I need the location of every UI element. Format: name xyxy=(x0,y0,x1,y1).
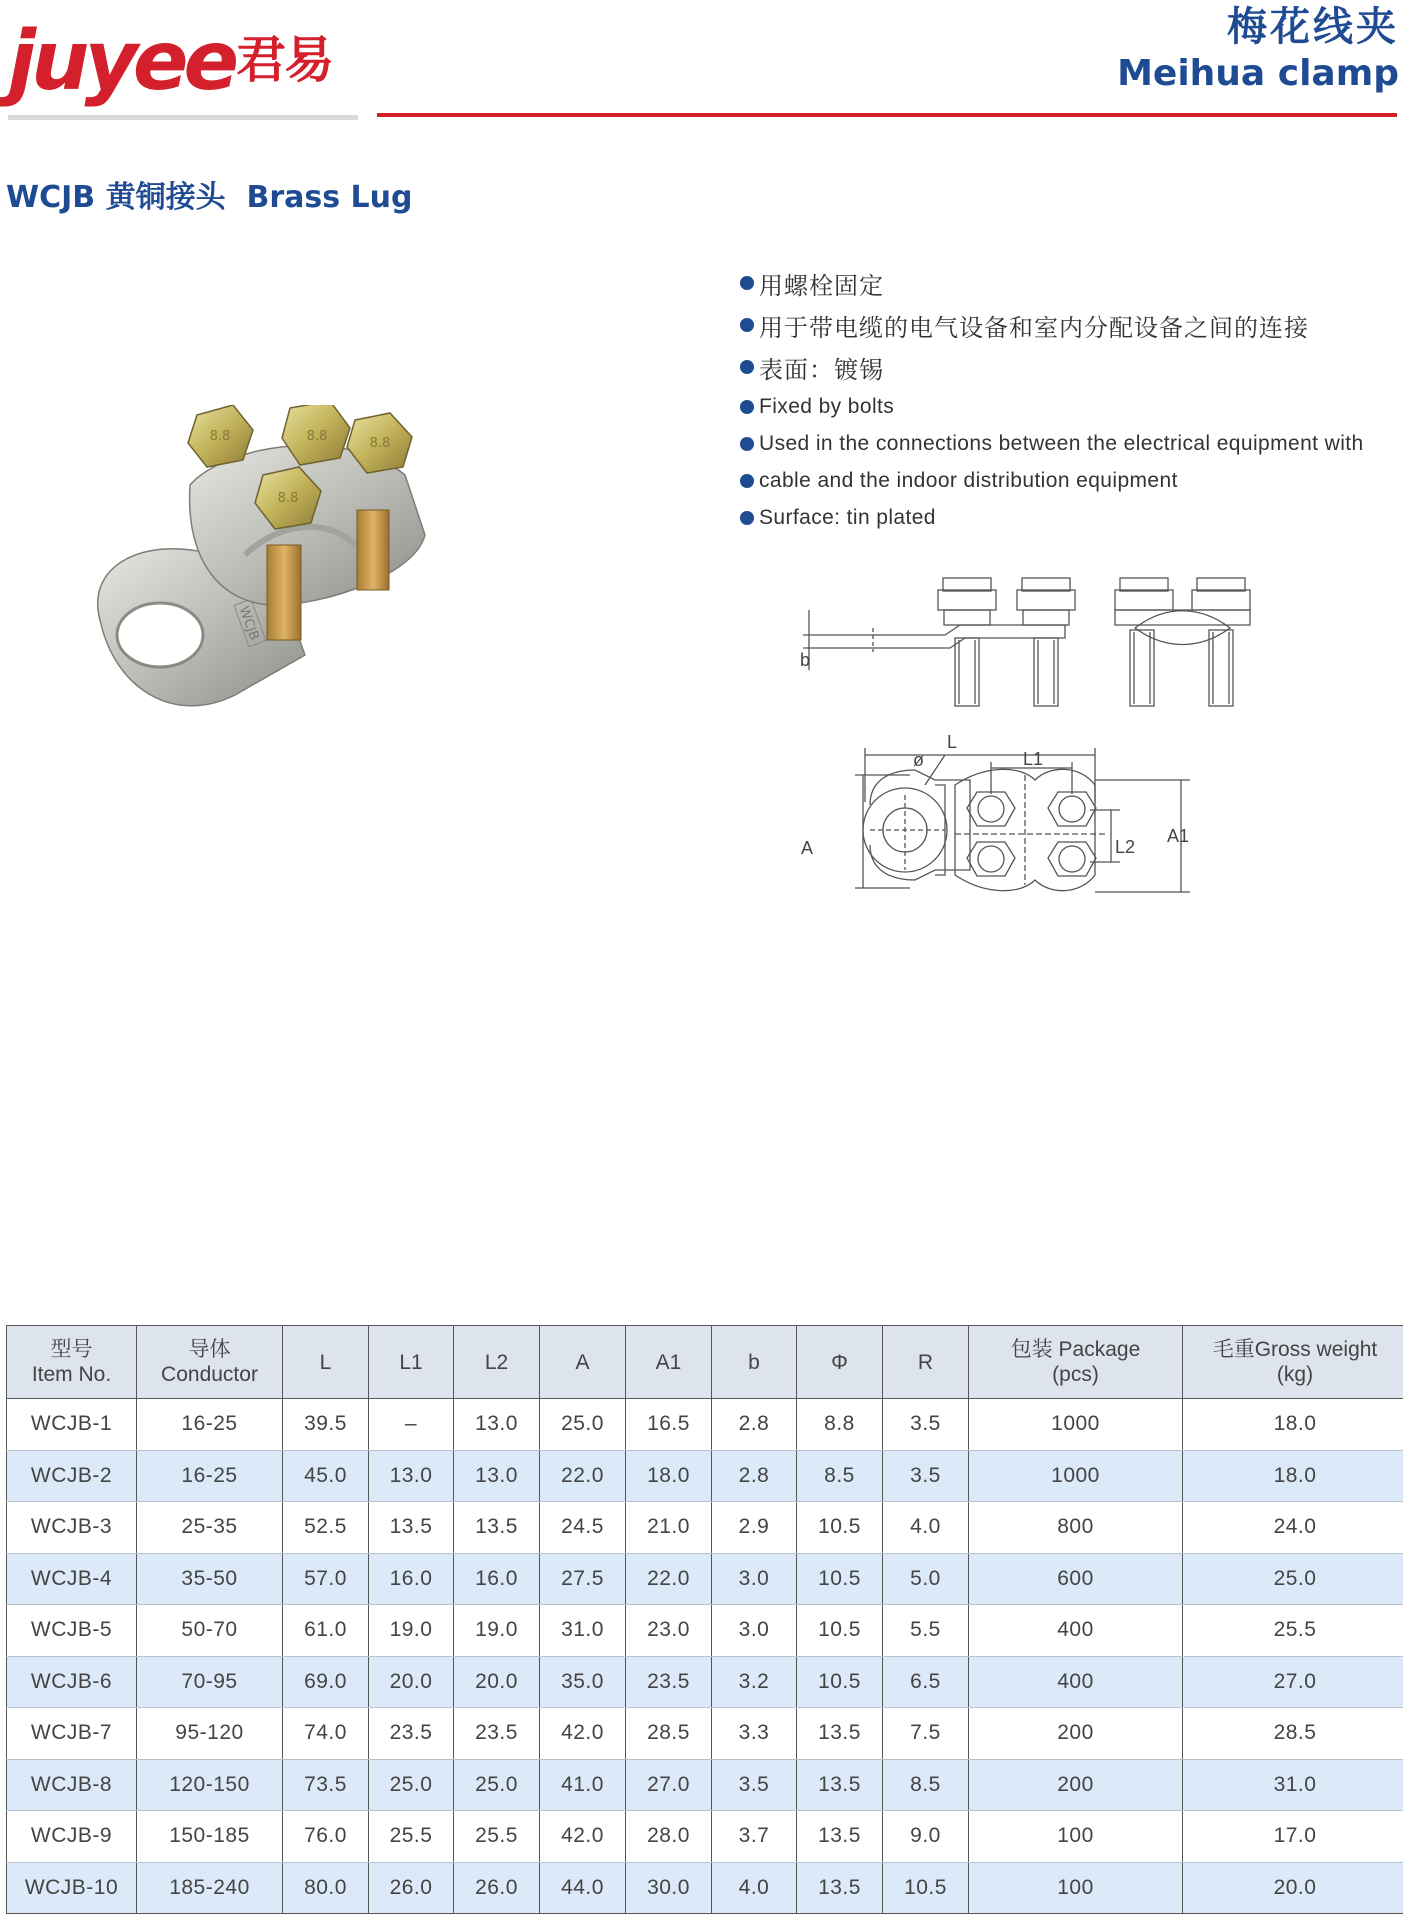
table-cell: 42.0 xyxy=(540,1708,626,1760)
column-header-line1: L2 xyxy=(484,1350,509,1374)
table-cell: 74.0 xyxy=(283,1708,369,1760)
column-header xyxy=(137,1326,283,1399)
table-cell: 1000 xyxy=(969,1450,1183,1502)
table-cell: 22.0 xyxy=(540,1450,626,1502)
table-cell: 27.5 xyxy=(540,1553,626,1605)
table-cell: 28.0 xyxy=(626,1811,712,1863)
table-cell: 45.0 xyxy=(283,1450,369,1502)
table-cell: 16.0 xyxy=(454,1553,540,1605)
table-cell: 18.0 xyxy=(626,1450,712,1502)
category-heading xyxy=(1117,2,1399,96)
table-cell: 200 xyxy=(969,1759,1183,1811)
table-cell: 200 xyxy=(969,1708,1183,1760)
table-cell: 39.5 xyxy=(283,1399,369,1451)
table-cell: 400 xyxy=(969,1605,1183,1657)
table-cell: 4.0 xyxy=(883,1502,969,1554)
bolt-mark: 8.8 xyxy=(369,436,391,451)
table-cell: 10.5 xyxy=(797,1502,883,1554)
bullet-icon xyxy=(740,400,754,414)
table-cell: 23.5 xyxy=(454,1708,540,1760)
table-cell: 10.5 xyxy=(797,1553,883,1605)
table-cell: 13.0 xyxy=(454,1450,540,1502)
table-cell: 27.0 xyxy=(1183,1656,1403,1708)
feature-text: cable and the indoor distribution equipment xyxy=(759,468,1178,492)
table-cell: 13.5 xyxy=(369,1502,454,1554)
column-header-line1: 型号 xyxy=(50,1338,93,1361)
table-cell: 69.0 xyxy=(283,1656,369,1708)
table-cell: 18.0 xyxy=(1183,1399,1403,1451)
table-cell: 25.0 xyxy=(369,1759,454,1811)
table-cell: 28.5 xyxy=(626,1708,712,1760)
table-cell: 25.0 xyxy=(540,1399,626,1451)
dim-label-A1: A1 xyxy=(1167,826,1190,846)
table-cell: 57.0 xyxy=(283,1553,369,1605)
feature-item xyxy=(740,346,1403,388)
feature-text: Fixed by bolts xyxy=(759,394,895,418)
spec-table xyxy=(6,1325,1403,1914)
table-cell: WCJB-1 xyxy=(7,1399,137,1451)
table-cell: 600 xyxy=(969,1553,1183,1605)
table-cell: 44.0 xyxy=(540,1862,626,1914)
bullet-icon xyxy=(740,511,754,525)
column-header-line2: (pcs) xyxy=(1052,1363,1099,1386)
table-cell: 26.0 xyxy=(369,1862,454,1914)
table-cell: 3.5 xyxy=(712,1759,797,1811)
table-cell: 17.0 xyxy=(1183,1811,1403,1863)
table-row xyxy=(7,1862,1403,1914)
table-cell: 23.0 xyxy=(626,1605,712,1657)
table-row xyxy=(7,1759,1403,1811)
table-cell: 18.0 xyxy=(1183,1450,1403,1502)
column-header xyxy=(7,1326,137,1399)
header-divider-gray xyxy=(8,115,358,120)
table-cell: 13.0 xyxy=(454,1399,540,1451)
table-cell: 2.8 xyxy=(712,1450,797,1502)
column-header-line2: (kg) xyxy=(1276,1363,1314,1386)
table-body xyxy=(7,1399,1403,1914)
table-row xyxy=(7,1811,1403,1863)
column-header xyxy=(283,1326,369,1399)
bullet-icon xyxy=(740,276,754,290)
dim-label-phi: ø xyxy=(913,750,924,770)
table-cell: 100 xyxy=(969,1811,1183,1863)
feature-text: 用螺栓固定 xyxy=(759,272,884,300)
table-cell: 30.0 xyxy=(626,1862,712,1914)
table-cell: 42.0 xyxy=(540,1811,626,1863)
bolt-mark: 8.8 xyxy=(209,429,231,444)
table-cell: 10.5 xyxy=(883,1862,969,1914)
table-cell: 16-25 xyxy=(137,1399,283,1451)
table-cell: 8.5 xyxy=(883,1759,969,1811)
table-cell: 25.5 xyxy=(454,1811,540,1863)
table-cell: WCJB-8 xyxy=(7,1759,137,1811)
column-header-line1: A1 xyxy=(655,1350,682,1374)
brand-logo xyxy=(8,14,333,109)
table-cell: WCJB-10 xyxy=(7,1862,137,1914)
table-cell: 95-120 xyxy=(137,1708,283,1760)
logo-wordmark: juyee xyxy=(8,14,235,109)
table-cell: 150-185 xyxy=(137,1811,283,1863)
table-cell: 25.0 xyxy=(454,1759,540,1811)
column-header xyxy=(883,1326,969,1399)
table-cell: 13.5 xyxy=(797,1862,883,1914)
table-cell: 70-95 xyxy=(137,1656,283,1708)
column-header xyxy=(540,1326,626,1399)
table-cell: 31.0 xyxy=(1183,1759,1403,1811)
table-cell: 13.5 xyxy=(454,1502,540,1554)
table-cell: WCJB-3 xyxy=(7,1502,137,1554)
product-title: WCJB 黄铜接头 Brass Lug xyxy=(6,180,413,215)
table-cell: 3.0 xyxy=(712,1553,797,1605)
table-cell: 100 xyxy=(969,1862,1183,1914)
column-header-line1: L xyxy=(319,1350,332,1374)
table-cell: WCJB-7 xyxy=(7,1708,137,1760)
table-cell: 23.5 xyxy=(626,1656,712,1708)
column-header xyxy=(797,1326,883,1399)
feature-item xyxy=(740,262,1403,304)
bullet-icon xyxy=(740,437,754,451)
dim-label-L: L xyxy=(947,732,958,752)
column-header-line1: 毛重Gross weight xyxy=(1212,1338,1378,1361)
column-header-line1: b xyxy=(748,1350,760,1374)
feature-text: 用于带电缆的电气设备和室内分配设备之间的连接 xyxy=(759,314,1309,342)
feature-text: Surface: tin plated xyxy=(759,505,936,529)
feature-text: Used in the connections between the electrical equipment with xyxy=(759,431,1364,455)
table-cell: 21.0 xyxy=(626,1502,712,1554)
dim-label-b: b xyxy=(800,650,811,670)
table-cell: 185-240 xyxy=(137,1862,283,1914)
table-cell: 3.7 xyxy=(712,1811,797,1863)
table-row xyxy=(7,1708,1403,1760)
table-cell: 19.0 xyxy=(369,1605,454,1657)
table-cell: 3.0 xyxy=(712,1605,797,1657)
table-cell: 35.0 xyxy=(540,1656,626,1708)
table-row xyxy=(7,1450,1403,1502)
table-cell: 8.8 xyxy=(797,1399,883,1451)
logo-chinese-name: 君易 xyxy=(236,31,333,89)
column-header xyxy=(1183,1326,1403,1399)
table-cell: 120-150 xyxy=(137,1759,283,1811)
column-header-line1: A xyxy=(575,1350,590,1374)
table-cell: 25-35 xyxy=(137,1502,283,1554)
dim-label-A: A xyxy=(801,838,814,858)
table-cell: WCJB-2 xyxy=(7,1450,137,1502)
feature-item xyxy=(740,425,1403,462)
feature-list xyxy=(740,262,1403,536)
table-cell: 76.0 xyxy=(283,1811,369,1863)
lug-stamp-text: WCJB xyxy=(235,604,262,643)
table-cell: 9.0 xyxy=(883,1811,969,1863)
table-cell: 13.5 xyxy=(797,1759,883,1811)
column-header xyxy=(454,1326,540,1399)
table-cell: 28.5 xyxy=(1183,1708,1403,1760)
table-cell: 16.0 xyxy=(369,1553,454,1605)
dim-label-L1: L1 xyxy=(1023,749,1044,769)
column-header-line1: Φ xyxy=(831,1350,848,1374)
feature-item xyxy=(740,304,1403,346)
table-cell: 27.0 xyxy=(626,1759,712,1811)
table-row xyxy=(7,1605,1403,1657)
table-cell: 20.0 xyxy=(454,1656,540,1708)
table-cell: WCJB-5 xyxy=(7,1605,137,1657)
table-cell: 3.5 xyxy=(883,1399,969,1451)
table-cell: 800 xyxy=(969,1502,1183,1554)
table-cell: 10.5 xyxy=(797,1605,883,1657)
table-cell: 25.5 xyxy=(1183,1605,1403,1657)
table-cell: 26.0 xyxy=(454,1862,540,1914)
table-cell: 6.5 xyxy=(883,1656,969,1708)
bolt-mark: 8.8 xyxy=(277,491,299,506)
table-cell: 10.5 xyxy=(797,1656,883,1708)
column-header-line2: Item No. xyxy=(31,1363,112,1386)
table-row xyxy=(7,1553,1403,1605)
table-cell: 20.0 xyxy=(1183,1862,1403,1914)
table-cell: 23.5 xyxy=(369,1708,454,1760)
table-cell: 24.0 xyxy=(1183,1502,1403,1554)
table-cell: – xyxy=(369,1399,454,1451)
column-header-line1: L1 xyxy=(399,1350,423,1374)
table-cell: WCJB-9 xyxy=(7,1811,137,1863)
column-header xyxy=(369,1326,454,1399)
table-cell: 25.5 xyxy=(369,1811,454,1863)
table-cell: 20.0 xyxy=(369,1656,454,1708)
table-cell: 80.0 xyxy=(283,1862,369,1914)
table-cell: 13.0 xyxy=(369,1450,454,1502)
column-header xyxy=(969,1326,1183,1399)
table-row xyxy=(7,1656,1403,1708)
table-cell: 2.9 xyxy=(712,1502,797,1554)
table-cell: 16.5 xyxy=(626,1399,712,1451)
table-cell: 2.8 xyxy=(712,1399,797,1451)
bolt-mark: 8.8 xyxy=(306,429,328,444)
category-title-cn: 梅花线夹 xyxy=(1227,4,1399,50)
table-cell: 52.5 xyxy=(283,1502,369,1554)
table-cell: 3.5 xyxy=(883,1450,969,1502)
feature-item xyxy=(740,462,1403,499)
table-cell: 3.3 xyxy=(712,1708,797,1760)
technical-drawing xyxy=(795,570,1265,940)
table-cell: 7.5 xyxy=(883,1708,969,1760)
table-cell: 13.5 xyxy=(797,1708,883,1760)
table-cell: 8.5 xyxy=(797,1450,883,1502)
table-cell: 16-25 xyxy=(137,1450,283,1502)
table-cell: 5.5 xyxy=(883,1605,969,1657)
feature-item xyxy=(740,499,1403,536)
table-cell: WCJB-6 xyxy=(7,1656,137,1708)
table-cell: 13.5 xyxy=(797,1811,883,1863)
column-header xyxy=(712,1326,797,1399)
table-cell: 73.5 xyxy=(283,1759,369,1811)
table-cell: 25.0 xyxy=(1183,1553,1403,1605)
table-cell: 19.0 xyxy=(454,1605,540,1657)
column-header-line1: R xyxy=(917,1350,934,1374)
table-header-row xyxy=(7,1326,1403,1399)
feature-item xyxy=(740,388,1403,425)
table-cell: 61.0 xyxy=(283,1605,369,1657)
category-title-en: Meihua clamp xyxy=(1117,53,1399,94)
column-header-line2: Conductor xyxy=(161,1363,258,1386)
table-cell: 3.2 xyxy=(712,1656,797,1708)
column-header-line1: 包装 Package xyxy=(1010,1338,1141,1361)
product-photo xyxy=(85,405,535,750)
table-cell: 31.0 xyxy=(540,1605,626,1657)
table-cell: 41.0 xyxy=(540,1759,626,1811)
table-cell: 1000 xyxy=(969,1399,1183,1451)
dim-label-L2: L2 xyxy=(1115,837,1136,857)
header-divider-red xyxy=(377,113,1397,117)
bullet-icon xyxy=(740,360,754,374)
table-cell: 5.0 xyxy=(883,1553,969,1605)
bullet-icon xyxy=(740,318,754,332)
table-cell: 50-70 xyxy=(137,1605,283,1657)
table-cell: 24.5 xyxy=(540,1502,626,1554)
column-header-line1: 导体 xyxy=(188,1338,231,1361)
feature-text: 表面：镀锡 xyxy=(759,356,884,384)
table-row xyxy=(7,1399,1403,1451)
table-cell: 400 xyxy=(969,1656,1183,1708)
bullet-icon xyxy=(740,474,754,488)
table-row xyxy=(7,1502,1403,1554)
table-cell: 4.0 xyxy=(712,1862,797,1914)
table-cell: 22.0 xyxy=(626,1553,712,1605)
column-header xyxy=(626,1326,712,1399)
table-cell: WCJB-4 xyxy=(7,1553,137,1605)
table-cell: 35-50 xyxy=(137,1553,283,1605)
